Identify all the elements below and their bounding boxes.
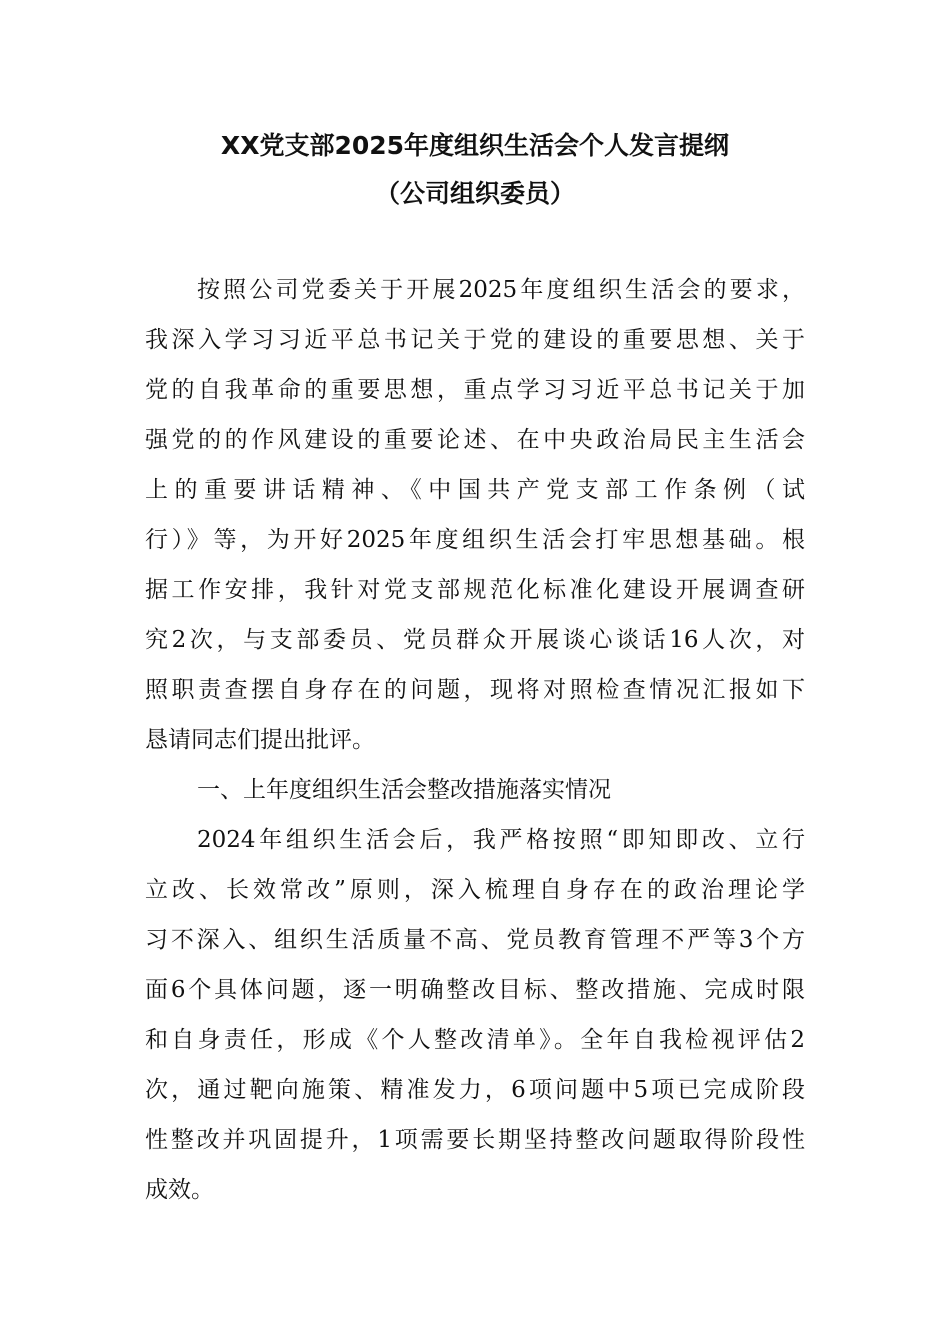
text-line: 据工作安排，我针对党支部规范化标准化建设开展调查研 <box>145 577 805 603</box>
text-line: 2024年组织生活会后，我严格按照“即知即改、立行 <box>197 827 805 853</box>
text-line: 和自身责任，形成《个人整改清单》。全年自我检视评估2 <box>145 1027 805 1053</box>
text-line: 上的重要讲话精神、《中国共产党支部工作条例（试 <box>145 477 805 503</box>
document-body <box>145 265 805 1215</box>
document-title: XX党支部2025年度组织生活会个人发言提纲 <box>220 131 730 160</box>
text-line: 恳请同志们提出批评。 <box>145 727 375 753</box>
text-line: 究2次，与支部委员、党员群众开展谈心谈话16人次，对 <box>145 627 805 653</box>
text-line: 面6个具体问题，逐一明确整改目标、整改措施、完成时限 <box>145 977 805 1003</box>
text-line: 成效。 <box>145 1177 214 1203</box>
text-line: 按照公司党委关于开展2025年度组织生活会的要求， <box>197 277 805 303</box>
text-line: 立改、长效常改”原则，深入梳理自身存在的政治理论学 <box>145 877 805 903</box>
text-line: 次，通过靶向施策、精准发力，6项问题中5项已完成阶段 <box>145 1077 805 1103</box>
document-subtitle: （公司组织委员） <box>374 179 575 208</box>
text-line: 照职责查摆自身存在的问题，现将对照检查情况汇报如下 <box>145 677 805 703</box>
text-line: 行）》等，为开好2025年度组织生活会打牢思想基础。根 <box>145 527 805 553</box>
text-line: 强党的的作风建设的重要论述、在中央政治局民主生活会 <box>145 427 805 453</box>
text-line: 习不深入、组织生活质量不高、党员教育管理不严等3个方 <box>145 927 805 953</box>
paragraph-rectification <box>145 815 805 1215</box>
text-line: 党的自我革命的重要思想，重点学习习近平总书记关于加 <box>145 377 805 403</box>
paragraph-intro <box>145 265 805 765</box>
text-line: 性整改并巩固提升，1项需要长期坚持整改问题取得阶段性 <box>145 1127 805 1153</box>
text-line: 我深入学习习近平总书记关于党的建设的重要思想、关于 <box>145 327 805 353</box>
section-heading: 一、上年度组织生活会整改措施落实情况 <box>197 777 611 803</box>
